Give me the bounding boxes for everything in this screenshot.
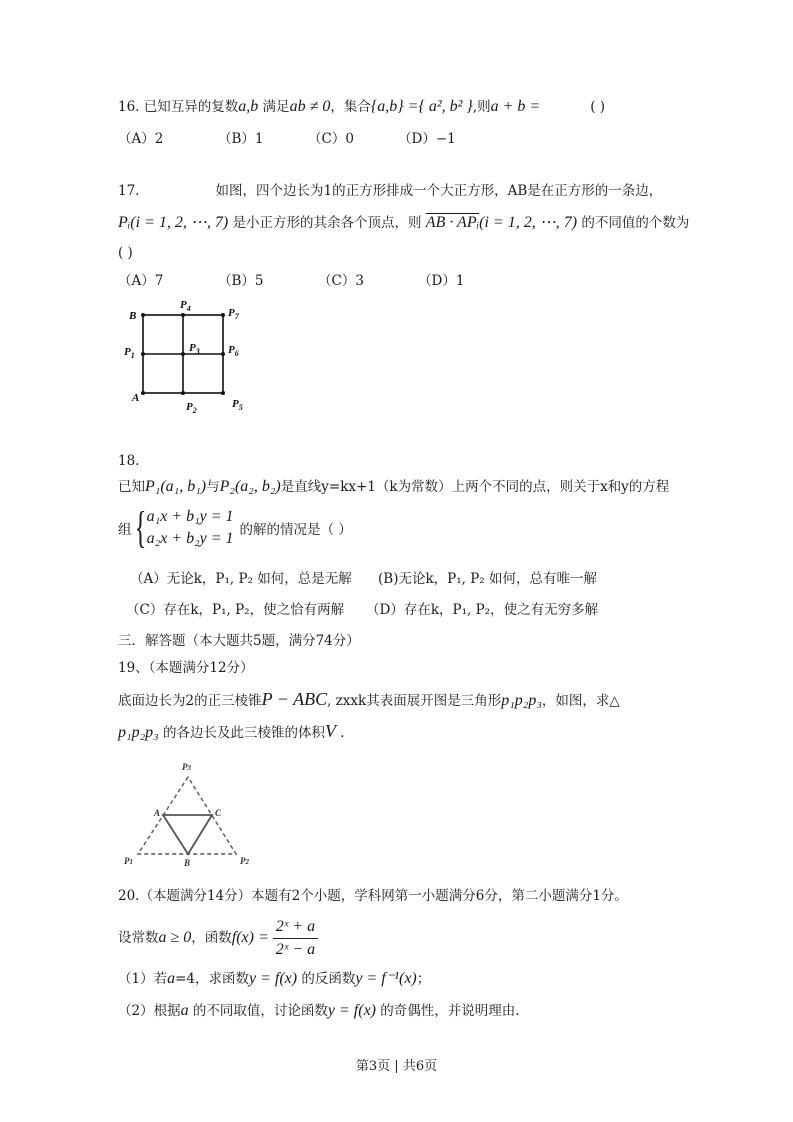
math: p₁p₂p₃ (501, 692, 542, 709)
option-b: （B）5 (218, 273, 264, 289)
svg-text:P2: P2 (240, 856, 249, 866)
math: y = f⁻¹(x) (355, 970, 417, 987)
math: P₂(a₂, b₂) (219, 478, 281, 495)
text: ,则 (472, 99, 491, 115)
math: ab ≠ 0 (289, 98, 331, 115)
math: y = f(x) (249, 970, 298, 987)
math: {a,b} ={ a², b² } (370, 98, 473, 115)
fraction (273, 916, 318, 961)
svg-text:P7: $P_7$ (228, 307, 239, 321)
numerator: 2ˣ + a (273, 916, 318, 939)
text: =4，求函数 (175, 971, 249, 987)
math: P − ABC (261, 689, 328, 709)
q19-line2 (118, 722, 345, 742)
math: f(x) = (231, 929, 269, 946)
svg-text:P5: $P_5$ (232, 398, 243, 412)
text: 的不同取值，讨论函数 (188, 1003, 328, 1019)
q18-options-ab (130, 570, 597, 588)
equation-system (118, 503, 352, 552)
q20-part2 (118, 1002, 520, 1020)
math: p₁p₂p₃ (118, 724, 159, 741)
q20-function-def (118, 916, 318, 961)
option-b: （B）1 (218, 131, 264, 147)
svg-text:P1: P1 (124, 856, 133, 866)
svg-text:C: C (215, 808, 222, 818)
text: , zxxk其表面展开图是三角形 (327, 693, 502, 709)
answer-blank: ( ) (590, 99, 606, 115)
question-heading: 19、（本题满分12分） (118, 660, 254, 676)
text: 的解的情况是（ ） (239, 522, 352, 538)
brace-icon: { (134, 503, 146, 552)
vector-math: AB · APᵢ (425, 214, 480, 231)
math: Pᵢ(i = 1, 2, ⋯, 7) (118, 214, 229, 231)
svg-text:B: B (184, 858, 191, 868)
q16-stem (118, 98, 605, 116)
option-d: （D）1 (418, 273, 465, 289)
text: 与 (206, 479, 220, 495)
q18-line1 (118, 478, 669, 496)
math: a (180, 1002, 189, 1019)
option-c: （C）存在k，P₁, P₂，使之恰有两解 (126, 602, 345, 618)
text: 的反函数 (297, 971, 356, 987)
question-heading: 20.（本题满分14分）本题有2个小题，学科网第一小题满分6分，第二小题满分1分。 (118, 888, 628, 904)
q20-part1 (118, 970, 430, 988)
svg-text:P3: P3 (182, 762, 191, 772)
text: . (335, 725, 345, 741)
text: 底面边长为2的正三棱锥 (118, 693, 262, 709)
text: 是小正方形的其余各个顶点，则 (228, 215, 426, 231)
q19-line1 (118, 690, 620, 710)
q16-options (118, 130, 456, 148)
math: (i = 1, 2, ⋯, 7) (479, 214, 578, 231)
math: P₁(a₁, b₁) (145, 478, 207, 495)
text: 如图，四个边长为1的正方形排成一个大正方形，AB是在正方形的一条边， (215, 183, 663, 199)
equation-2: a₂x + b₂y = 1 (146, 530, 234, 547)
text: ； (416, 971, 431, 987)
text: 16. 已知互异的复数 (118, 99, 239, 115)
question-number: 18. (118, 453, 140, 469)
text: ，函数 (191, 930, 232, 946)
section-heading: 三．解答题（本大题共5题，满分74分） (118, 633, 360, 649)
math: a ≥ 0 (158, 929, 192, 946)
option-d: （D）存在k，P₁, P₂，使之有无穷多解 (366, 602, 599, 618)
svg-text:A: A (132, 392, 140, 404)
math: y = f(x) (327, 1002, 376, 1019)
option-a: （A）2 (118, 131, 164, 147)
option-c: （C）0 (308, 131, 354, 147)
denominator: 2ˣ − a (275, 941, 316, 958)
text: 是直线y=kx+1（k为常数）上两个不同的点，则关于x和y的方程 (280, 479, 670, 495)
option-a: （A）7 (118, 273, 164, 289)
text: （2）根据 (118, 1003, 181, 1019)
text: 的各边长及此三棱锥的体积 (158, 725, 325, 741)
answer-blank: ( ) (118, 245, 133, 261)
svg-text:P4: $P_4$ (180, 299, 191, 313)
text: ，如图，求△ (541, 693, 620, 709)
text: 的不同值的个数为 (577, 215, 690, 231)
q18-options-cd (126, 601, 598, 619)
svg-text:P6: $P_6$ (228, 344, 239, 358)
option-c: （C）3 (318, 273, 364, 289)
text: 组 (118, 522, 132, 538)
svg-text:P1: $P_1$ (124, 346, 135, 360)
svg-text:P3: $P_3$ (189, 342, 200, 356)
option-b: (B)无论k，P₁, P₂ 如何，总有唯一解 (378, 571, 597, 587)
question-number: 17. (118, 183, 140, 199)
math: a (167, 970, 176, 987)
math: a,b (238, 98, 259, 115)
text: （1）若 (118, 971, 168, 987)
svg-text:A: A (154, 808, 161, 818)
option-a: （A）无论k，P₁, P₂ 如何，总是无解 (130, 571, 352, 587)
math: a + b = (490, 98, 541, 115)
svg-text:P2: $P_2$ (186, 401, 197, 415)
q17-line2 (118, 214, 689, 232)
square-grid-figure (120, 295, 260, 420)
text: 设常数 (118, 930, 159, 946)
text: 的奇偶性，并说明理由. (376, 1003, 520, 1019)
page-footer: 第3页 | 共6页 (355, 1059, 438, 1074)
q17-options (118, 272, 464, 290)
equation-1: a₁x + b₁y = 1 (146, 508, 234, 525)
svg-text:B: B (129, 310, 137, 322)
text: 满足 (258, 99, 290, 115)
triangle-net-figure (118, 752, 278, 877)
option-d: （D）−1 (398, 131, 456, 147)
text: ，集合 (330, 99, 371, 115)
q17-line1 (118, 182, 662, 200)
math: V (324, 721, 336, 741)
text: 已知 (118, 479, 145, 495)
